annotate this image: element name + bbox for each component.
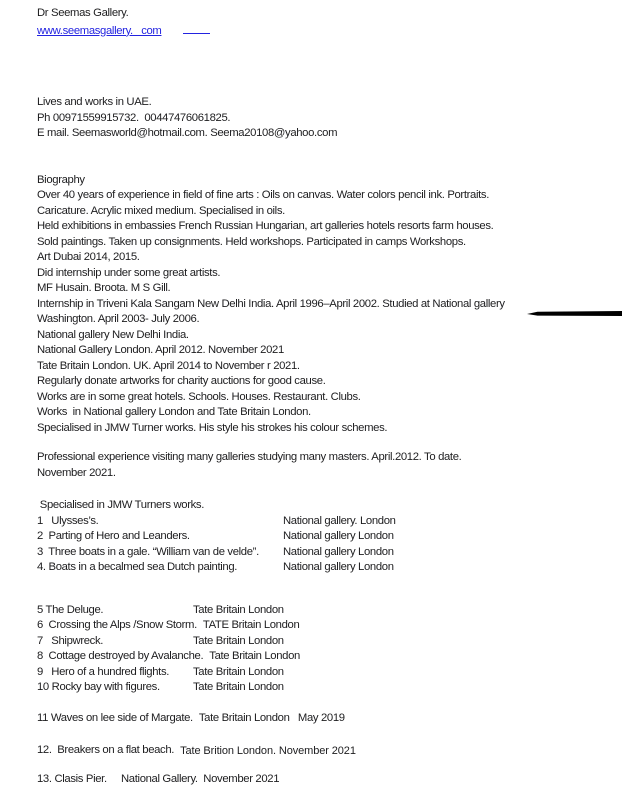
bio-line: Held exhibitions in embassies French Russian Hungarian, art galleries hotels resorts farm houses. [37,220,494,232]
work-row [37,603,622,619]
page-title: Dr Seemas Gallery. [37,7,129,19]
bio-line: Did internship under some great artists. [37,266,221,279]
bio-line: Works in National gallery London and Tate Britain London. [37,406,311,418]
work-row [37,560,622,576]
work-gallery: National gallery London [283,561,394,573]
works-tate-block [37,603,622,696]
work-row [37,634,622,650]
work-title: 3 Three boats in a gale. “William van de velde”. [37,545,259,558]
website-link[interactable]: www.seemasgallery. com [37,24,162,37]
work-gallery: Tate Britain London [193,681,284,693]
work-row [37,618,622,634]
work-title: 2 Parting of Hero and Leanders. [37,530,190,542]
work-gallery: National gallery. London [283,514,396,527]
works-national-block [37,498,622,576]
bio-line: Over 40 years of experience in field of fine arts : Oils on canvas. Water colors pencil ink. Portraits. [37,189,490,201]
bio-line: Washington. April 2003- July 2006. [37,313,200,325]
work-row [37,649,622,665]
work-row [37,529,622,545]
experience-line: Professional experience visiting many galleries studying many masters. April.2012. To date. [37,451,462,463]
work-title: 6 Crossing the Alps /Snow Storm. [37,619,197,631]
bio-line: Sold paintings. Taken up consignments. Held workshops. Participated in camps Workshops. [37,235,466,248]
work-row [37,772,622,788]
work-row [37,665,622,681]
bio-line: Tate Britain London. UK. April 2014 to November r 2021. [37,359,300,372]
contact-block [37,95,622,142]
work-row [37,743,622,759]
work-gallery: TATE Britain London [202,619,300,631]
contact-line-residence: Lives and works in UAE. [37,96,152,108]
work-title: 9 Hero of a hundred flights. [37,665,170,678]
contact-line-phone: Ph 00971559915732. 00447476061825. [37,111,231,124]
bio-line: National Gallery London. April 2012. November 2021 [37,344,284,356]
work-title: 13. Clasis Pier. [37,772,107,785]
work-row [37,514,622,530]
work-title: 5 The Deluge. [37,603,104,616]
website-line [37,22,622,38]
contact-line-email: E mail. Seemasworld@hotmail.com. Seema20108@yahoo.com [37,127,338,139]
work-gallery: Tate Britain London [193,665,284,678]
experience-line: November 2021. [37,466,116,479]
work-gallery: National gallery London [283,545,394,558]
work-title: 11 Waves on lee side of Margate. [37,711,193,724]
experience-block [37,450,622,481]
work-row-12-block [37,743,622,759]
work-row [37,680,622,696]
bio-line: Internship in Triveni Kala Sangam New Delhi India. April 1996–April 2002. Studied at National gallery [37,297,505,310]
bio-line: Regularly donate artworks for charity auctions for good cause. [37,375,326,387]
work-title: 4. Boats in a becalmed sea Dutch painting. [37,561,238,573]
bio-line: Art Dubai 2014, 2015. [37,251,140,263]
work-row [37,711,622,727]
work-row [37,545,622,561]
work-gallery: Tate Brition London. November 2021 [180,744,356,757]
bio-line: Caricature. Acrylic mixed medium. Specialised in oils. [37,204,285,217]
work-gallery: Tate Britain London [209,650,300,662]
bio-line: Specialised in JMW Turner works. His style his strokes his colour schemes. [37,421,388,434]
work-title: 1 Ulysses’s. [37,514,99,527]
work-gallery: National Gallery. November 2021 [121,772,280,785]
bio-line: MF Husain. Broota. M S Gill. [37,282,171,294]
work-gallery: Tate Britain London [193,634,284,647]
biography-block [37,173,622,437]
bio-line: Works are in some great hotels. Schools. Houses. Restaurant. Clubs. [37,390,361,403]
work-title: 7 Shipwreck. [37,634,104,647]
biography-heading: Biography [37,173,85,186]
work-gallery: National gallery London [283,530,394,542]
works-list-heading: Specialised in JMW Turners works. [37,499,205,511]
work-gallery: Tate Britain London May 2019 [198,711,345,724]
work-title: 8 Cottage destroyed by Avalanche. [37,650,204,662]
work-row-13-block [37,772,622,788]
work-title: 12. Breakers on a flat beach. [37,743,175,756]
work-gallery: Tate Britain London [193,603,284,616]
bio-line: National gallery New Delhi India. [37,328,189,341]
work-row-11-block [37,711,622,727]
work-title: 10 Rocky bay with figures. [37,681,160,693]
underline-mark [183,22,210,34]
